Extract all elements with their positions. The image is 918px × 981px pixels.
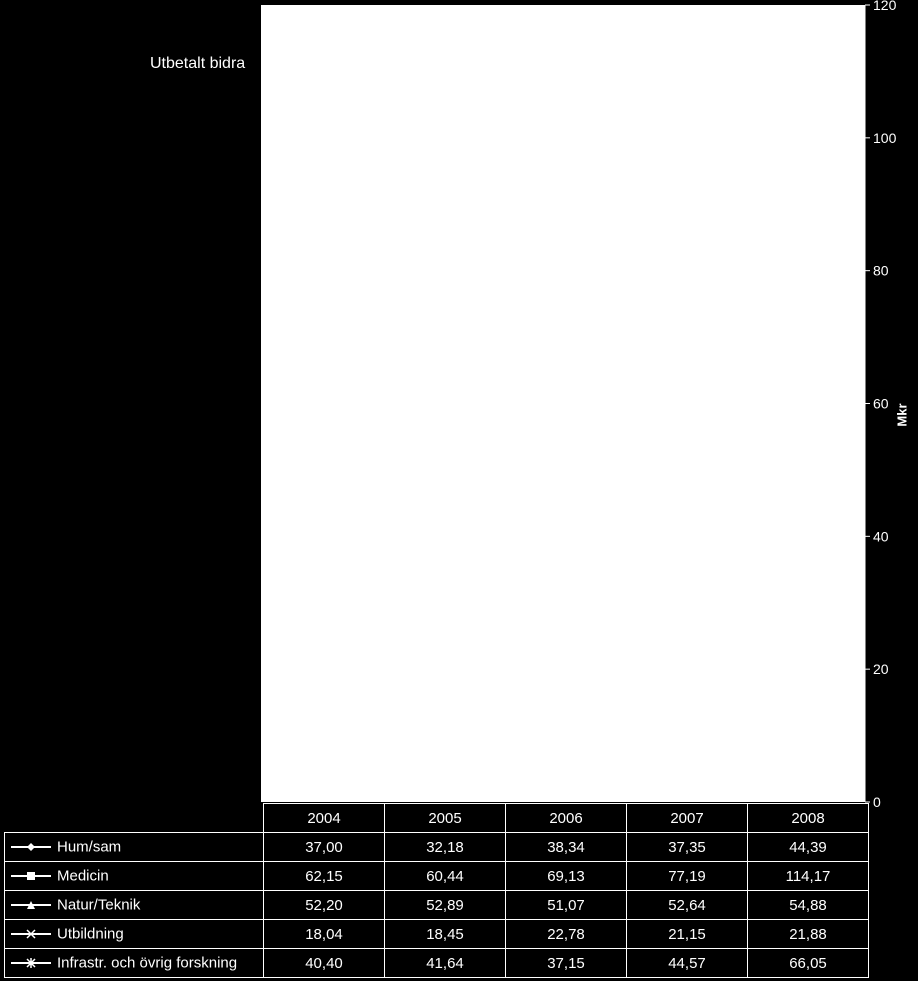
y-tick-label: 40: [873, 528, 889, 545]
data-value-cell: 77,19: [627, 862, 748, 891]
legend-key-x-icon: [9, 928, 53, 940]
legend-marker: [27, 843, 35, 851]
y-tick-label: 80: [873, 262, 889, 279]
legend-label: Hum/sam: [57, 838, 122, 856]
table-corner: [5, 804, 264, 833]
table-header-row: [5, 804, 869, 833]
chart-title: Utbetalt bidra: [150, 55, 246, 72]
legend-entry: [5, 949, 264, 978]
x-category-label: 2004: [264, 804, 385, 833]
data-value-cell: 60,44: [385, 862, 506, 891]
data-value-cell: 37,00: [264, 833, 385, 862]
legend-label: Utbildning: [57, 925, 124, 943]
data-value-cell: 54,88: [748, 891, 869, 920]
x-category-label: 2006: [506, 804, 627, 833]
data-value-cell: 51,07: [506, 891, 627, 920]
data-value-cell: 18,45: [385, 920, 506, 949]
legend-label: Medicin: [57, 867, 109, 885]
data-value-cell: 44,39: [748, 833, 869, 862]
legend-entry: [5, 862, 264, 891]
y-tick-label: 60: [873, 395, 889, 412]
y-axis-label: Mkr: [894, 403, 910, 427]
data-value-cell: 38,34: [506, 833, 627, 862]
x-category-label: 2005: [385, 804, 506, 833]
data-value-cell: 66,05: [748, 949, 869, 978]
y-tick-label: 0: [873, 794, 881, 810]
data-value-cell: 21,15: [627, 920, 748, 949]
x-category-label: 2008: [748, 804, 869, 833]
data-value-cell: 44,57: [627, 949, 748, 978]
legend-label: Natur/Teknik: [57, 896, 141, 914]
data-value-cell: 37,15: [506, 949, 627, 978]
legend-key-triangle-icon: [9, 899, 53, 911]
legend-marker: [27, 872, 35, 880]
table-row: [5, 920, 869, 949]
legend-key-square-icon: [9, 870, 53, 882]
legend-key-diamond-icon: [9, 841, 53, 853]
table-row: [5, 833, 869, 862]
table-row: [5, 891, 869, 920]
legend-entry: [5, 891, 264, 920]
data-value-cell: 52,20: [264, 891, 385, 920]
legend-key-star-icon: [9, 957, 53, 969]
data-value-cell: 52,89: [385, 891, 506, 920]
legend-entry: [5, 833, 264, 862]
legend-label: Infrastr. och övrig forskning: [57, 954, 238, 972]
data-value-cell: 18,04: [264, 920, 385, 949]
data-value-cell: 22,78: [506, 920, 627, 949]
data-table: [4, 803, 869, 978]
data-value-cell: 37,35: [627, 833, 748, 862]
x-category-label: 2007: [627, 804, 748, 833]
data-value-cell: 41,64: [385, 949, 506, 978]
data-value-cell: 32,18: [385, 833, 506, 862]
table-row: [5, 862, 869, 891]
data-value-cell: 40,40: [264, 949, 385, 978]
legend-entry: [5, 920, 264, 949]
y-tick-label: 20: [873, 661, 889, 678]
data-value-cell: 69,13: [506, 862, 627, 891]
data-value-cell: 52,64: [627, 891, 748, 920]
data-value-cell: 114,17: [748, 862, 869, 891]
y-tick-label: 100: [873, 129, 897, 146]
y-tick-label: 120: [873, 0, 897, 13]
table-row: [5, 949, 869, 978]
data-value-cell: 62,15: [264, 862, 385, 891]
data-value-cell: 21,88: [748, 920, 869, 949]
